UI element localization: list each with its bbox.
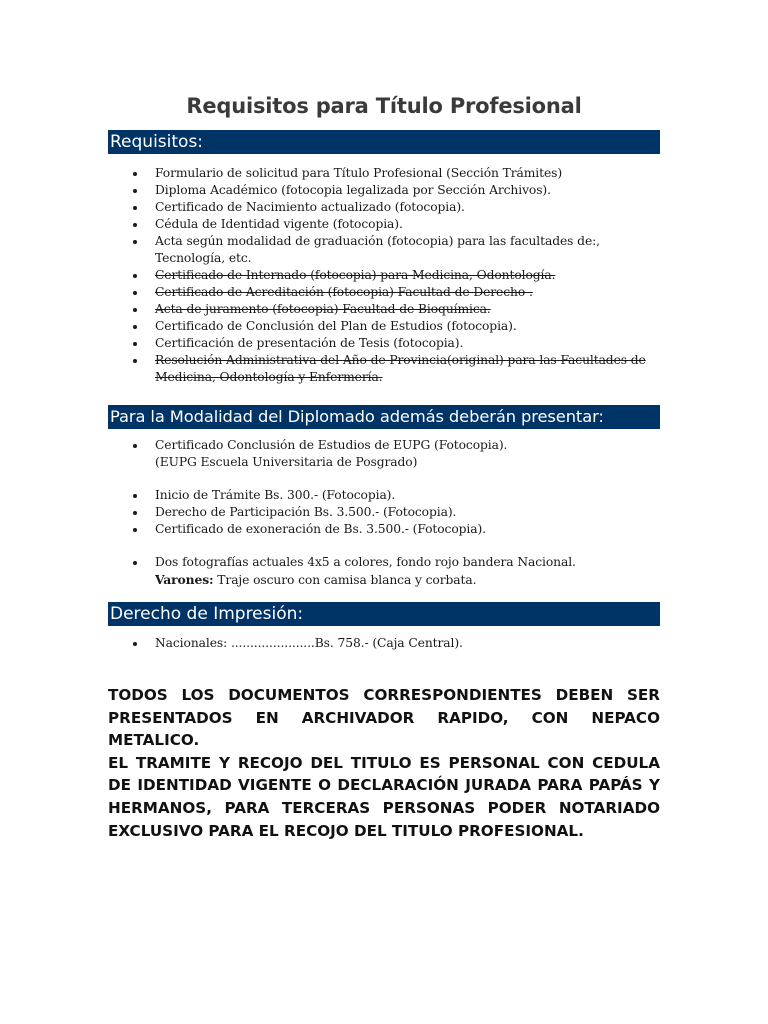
list-item-text: Nacionales: ......................Bs. 758.- (Caja Central). [155,636,463,650]
list-item [108,318,660,335]
bullet-icon [133,240,137,244]
list-item-text: Certificación de presentación de Tesis (fotocopia). [155,336,464,350]
bullet-icon [133,511,137,515]
bullet-icon [133,359,137,363]
list-item [108,504,660,521]
list-item-subtext: Traje oscuro con camisa blanca y corbata. [213,573,477,587]
list-item-bold-label: Varones: [155,572,214,587]
spacer [108,538,660,554]
list-item [108,165,660,182]
requisitos-list [108,165,660,386]
notice-block [108,684,660,842]
list-item [108,487,660,504]
section-heading-requisitos: Requisitos: [108,130,660,154]
bullet-icon [133,189,137,193]
impresion-list [108,635,660,652]
list-item-text: Inicio de Trámite Bs. 300.- (Fotocopia). [155,488,396,502]
list-item [108,437,660,471]
bullet-icon [133,325,137,329]
list-item [108,635,660,652]
list-item-text: Cédula de Identidad vigente (fotocopia). [155,217,403,231]
list-item [108,267,660,284]
list-item-text: Diploma Académico (fotocopia legalizada por Sección Archivos). [155,183,551,197]
list-item-text: Formulario de solicitud para Título Profesional (Sección Trámites) [155,166,563,180]
list-item [108,521,660,538]
list-item [108,301,660,318]
bullet-icon [133,308,137,312]
bullet-icon [133,444,137,448]
bullet-icon [133,342,137,346]
list-item [108,335,660,352]
list-item-text-struck: Resolución Administrativa del Año de Provincia(original) para las Facultades de Medicina, Odontología y Enfermería. [155,353,646,384]
list-item [108,352,660,386]
list-item-text: Certificado de exoneración de Bs. 3.500.- (Fotocopia). [155,522,486,536]
list-item-text: Dos fotografías actuales 4x5 a colores, fondo rojo bandera Nacional. [155,555,576,569]
bullet-icon [133,274,137,278]
bullet-icon [133,172,137,176]
page-title: Requisitos para Título Profesional [186,94,582,118]
bullet-icon [133,223,137,227]
bullet-icon [133,291,137,295]
list-item-text-struck: Certificado de Internado (fotocopia) para Medicina, Odontología. [155,268,556,282]
list-item [108,284,660,301]
list-item-text: Derecho de Participación Bs. 3.500.- (Fotocopia). [155,505,457,519]
diplomado-list [108,437,660,589]
list-item [108,233,660,267]
bullet-icon [133,206,137,210]
notice-paragraph-1: TODOS LOS DOCUMENTOS CORRESPONDIENTES DEBEN SER PRESENTADOS EN ARCHIVADOR RAPIDO, CON NEPACO METALICO. [108,686,660,750]
list-item [108,199,660,216]
list-item-text-struck: Acta de juramento (fotocopia) Facultad de Bioquímica. [155,302,491,316]
list-item-subtext: (EUPG Escuela Universitaria de Posgrado) [155,455,418,469]
bullet-icon [133,528,137,532]
list-item-text: Certificado de Conclusión del Plan de Estudios (fotocopia). [155,319,517,333]
section-heading-impresion: Derecho de Impresión: [108,602,660,626]
bullet-icon [133,642,137,646]
list-item [108,216,660,233]
bullet-icon [133,561,137,565]
bullet-icon [133,494,137,498]
list-item [108,554,660,589]
spacer [108,471,660,487]
list-item [108,182,660,199]
list-item-text: Certificado Conclusión de Estudios de EUPG (Fotocopia). [155,438,508,452]
section-heading-diplomado: Para la Modalidad del Diplomado además deberán presentar: [108,405,660,429]
list-item-text: Acta según modalidad de graduación (fotocopia) para las facultades de:, Tecnología, etc. [155,234,600,265]
list-item-text-struck: Certificado de Acreditación (fotocopia) Facultad de Derecho . [155,285,533,299]
notice-paragraph-2: EL TRAMITE Y RECOJO DEL TITULO ES PERSONAL CON CEDULA DE IDENTIDAD VIGENTE O DECLARACIÓN JURADA PARA PAPÁS Y HERMANOS, PARA TERCERAS PERSONAS PODER NOTARIADO EXCLUSIVO PARA EL RECOJO DEL TITULO PROFESIONAL. [108,753,660,840]
list-item-text: Certificado de Nacimiento actualizado (fotocopia). [155,200,465,214]
